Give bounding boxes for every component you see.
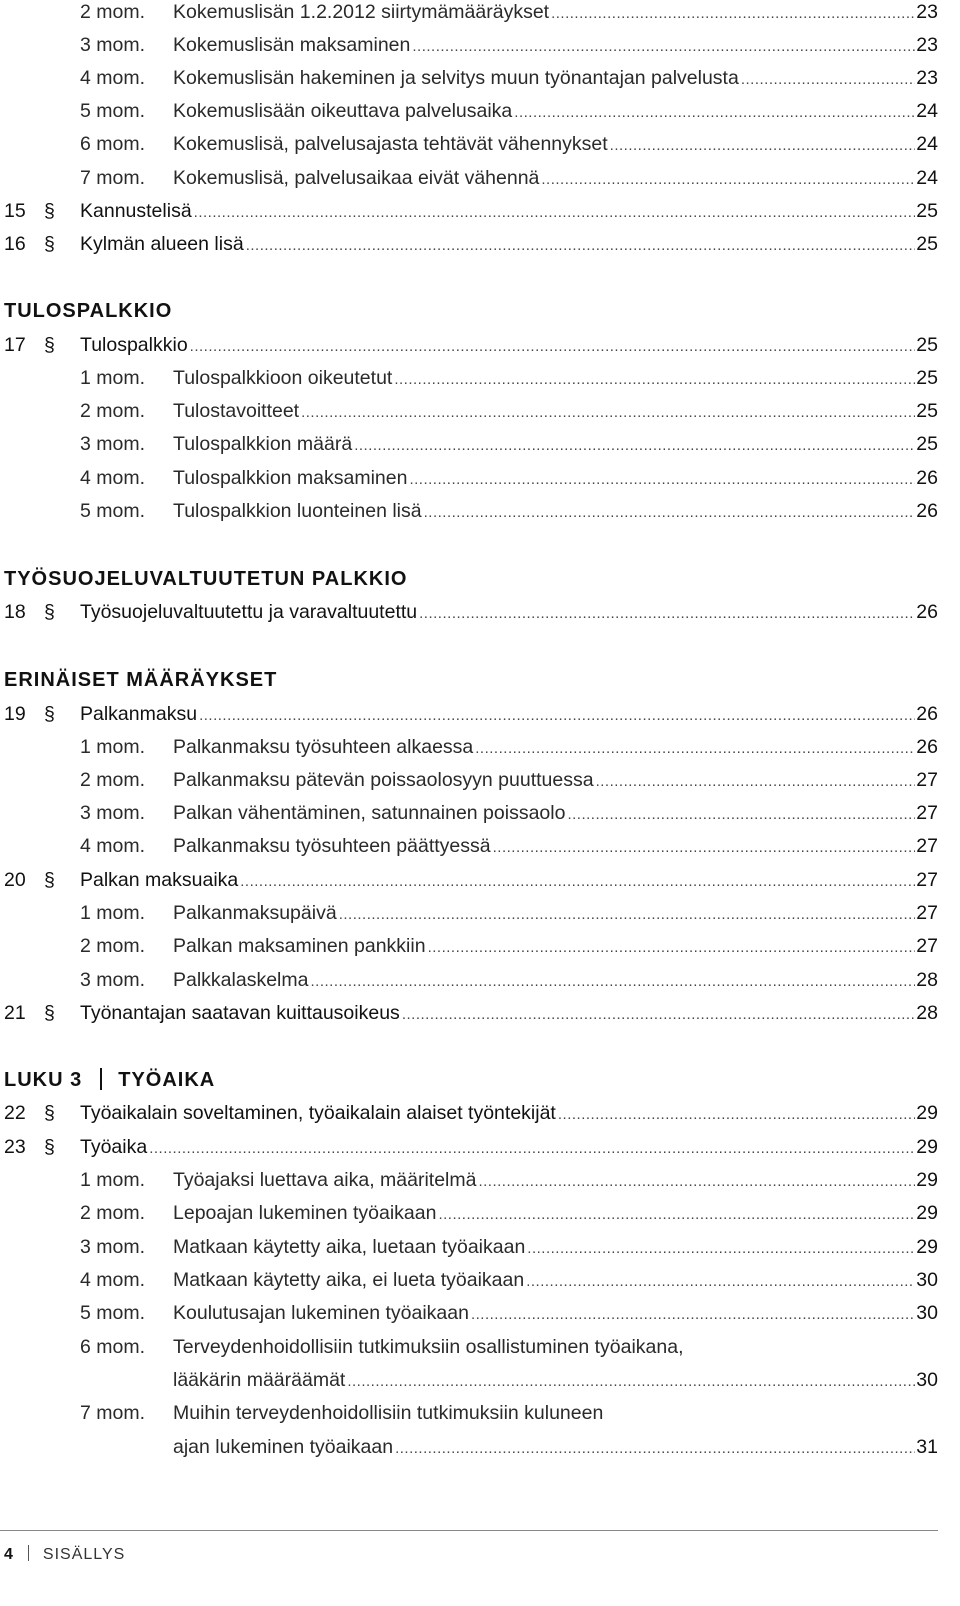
toc-entry-title-line — [80, 229, 938, 261]
moment-label: 5 mom. — [80, 500, 146, 522]
toc-entry-title-line — [173, 831, 938, 863]
toc-entry-title: Työajaksi luettava aika, määritelmä — [173, 1169, 477, 1191]
toc-entry-paragraph[interactable] — [0, 1098, 938, 1128]
dot-leader — [475, 734, 915, 764]
page-footer — [4, 1545, 125, 1564]
toc-entry-moment[interactable] — [0, 0, 938, 27]
toc-entry-paragraph[interactable] — [0, 597, 938, 627]
toc-entry-title-line — [173, 496, 938, 528]
toc-entry-title-line — [173, 1232, 938, 1264]
toc-page-number: 27 — [916, 869, 938, 891]
moment-label: 2 mom. — [80, 935, 146, 957]
moment-label: 3 mom. — [80, 802, 146, 824]
toc-entry-moment[interactable] — [0, 163, 938, 193]
section-sign: § — [44, 200, 55, 222]
toc-page-number: 30 — [916, 1302, 938, 1324]
moment-label: 2 mom. — [80, 400, 146, 422]
section-sign: § — [44, 1102, 55, 1124]
toc-entry-paragraph[interactable] — [0, 699, 938, 729]
toc-entry-title-line — [173, 1332, 938, 1362]
toc-entry-paragraph[interactable] — [0, 229, 938, 259]
toc-entry-title-line — [173, 931, 938, 963]
toc-entry-moment[interactable] — [0, 831, 938, 861]
toc-entry-title: Tulospalkkion luonteinen lisä — [173, 500, 422, 522]
dot-leader — [478, 1167, 915, 1197]
footer-page-number: 4 — [4, 1546, 14, 1563]
toc-entry-title: Palkan maksaminen pankkiin — [173, 935, 426, 957]
toc-entry-title: Kokemuslisä, palvelusajasta tehtävät vähennykset — [173, 133, 608, 155]
paragraph-number: 23 — [4, 1136, 26, 1158]
toc-entry-title-line — [173, 1298, 938, 1330]
toc-entry-title-line — [173, 798, 938, 830]
toc-entry-title-line — [173, 1265, 938, 1297]
toc-entry-moment[interactable] — [0, 965, 938, 995]
moment-label: 3 mom. — [80, 34, 146, 56]
toc-entry-title: Kokemuslisän 1.2.2012 siirtymämääräykset — [173, 1, 550, 23]
section-sign: § — [44, 703, 55, 725]
toc-entry-title-line — [80, 330, 938, 362]
dot-leader — [438, 1200, 915, 1230]
toc-entry-title-line — [80, 998, 938, 1030]
paragraph-number: 19 — [4, 703, 26, 725]
dot-leader — [412, 32, 915, 62]
toc-entry-title: Työsuojeluvaltuutettu ja varavaltuutettu — [80, 601, 418, 623]
toc-entry-title-line — [173, 765, 938, 797]
toc-entry-title: Palkanmaksupäivä — [173, 902, 337, 924]
toc-entry-title: Tulostavoitteet — [173, 400, 300, 422]
toc-page-number: 25 — [916, 433, 938, 455]
section-sign: § — [44, 601, 55, 623]
toc-page-number: 26 — [916, 500, 938, 522]
dot-leader — [394, 365, 915, 395]
toc-page-number: 26 — [916, 601, 938, 623]
paragraph-number: 21 — [4, 1002, 26, 1024]
toc-section-heading: ERINÄISET MÄÄRÄYKSET — [4, 669, 278, 691]
toc-page-number: 27 — [916, 835, 938, 857]
toc-entry-paragraph[interactable] — [0, 998, 938, 1028]
toc-page-number: 25 — [916, 200, 938, 222]
toc-entry-title: Työaikalain soveltaminen, työaikalain alaiset työntekijät — [80, 1102, 556, 1124]
chapter-separator — [100, 1068, 102, 1090]
moment-label: 2 mom. — [80, 1, 146, 23]
dot-leader — [527, 1234, 915, 1264]
toc-entry-title-line — [173, 429, 938, 461]
toc-entry-title-line — [173, 163, 938, 195]
dot-leader — [190, 332, 916, 362]
toc-page-number: 29 — [916, 1236, 938, 1258]
toc-page-number: 27 — [916, 802, 938, 824]
moment-label: 3 mom. — [80, 433, 146, 455]
dot-leader — [347, 1367, 915, 1397]
toc-entry-title: Tulospalkkioon oikeutetut — [173, 367, 393, 389]
moment-label: 3 mom. — [80, 1236, 146, 1258]
toc-entry-title: Palkanmaksu pätevän poissaolosyyn puuttuessa — [173, 769, 594, 791]
toc-entry-title: Matkaan käytetty aika, ei lueta työaikaan — [173, 1269, 525, 1291]
toc-page-number: 28 — [916, 1002, 938, 1024]
toc-entry-moment[interactable] — [0, 765, 938, 795]
toc-entry-title: Koulutusajan lukeminen työaikaan — [173, 1302, 469, 1324]
toc-entry-moment[interactable] — [0, 63, 938, 93]
toc-page-number: 23 — [916, 67, 938, 89]
toc-entry-title-line — [173, 732, 938, 764]
toc-page-number: 29 — [916, 1136, 938, 1158]
dot-leader — [339, 900, 916, 930]
toc-chapter-heading — [4, 1065, 215, 1095]
toc-entry-paragraph[interactable] — [0, 1132, 938, 1162]
moment-label: 3 mom. — [80, 969, 146, 991]
toc-page-number: 25 — [916, 400, 938, 422]
toc-entry-title-line — [173, 898, 938, 930]
toc-entry-moment[interactable] — [0, 463, 938, 493]
toc-entry-title-line — [173, 1198, 938, 1230]
dot-leader — [240, 867, 915, 897]
toc-entry-title: Kokemuslisän hakeminen ja selvitys muun työnantajan palvelusta — [173, 67, 739, 89]
toc-entry-title-line — [173, 63, 938, 95]
dot-leader — [567, 800, 915, 830]
toc-entry-moment[interactable] — [0, 363, 938, 393]
toc-entry-moment[interactable] — [0, 30, 938, 60]
toc-entry-title-line — [173, 463, 938, 495]
toc-page-number: 27 — [916, 935, 938, 957]
toc-entry-moment[interactable] — [0, 1265, 938, 1295]
moment-label: 4 mom. — [80, 467, 146, 489]
toc-entry-moment[interactable] — [0, 96, 938, 126]
paragraph-number: 18 — [4, 601, 26, 623]
toc-section-heading: TYÖSUOJELUVALTUUTETUN PALKKIO — [4, 568, 408, 590]
toc-entry-moment[interactable] — [0, 429, 938, 459]
moment-label: 1 mom. — [80, 367, 146, 389]
moment-label: 1 mom. — [80, 902, 146, 924]
toc-entry-moment[interactable] — [0, 129, 938, 159]
footer-separator — [28, 1545, 29, 1561]
toc-entry-paragraph[interactable] — [0, 196, 938, 226]
toc-entry-title: Palkan vähentäminen, satunnainen poissaolo — [173, 802, 566, 824]
toc-entry-title: Kylmän alueen lisä — [80, 233, 244, 255]
moment-label: 1 mom. — [80, 1169, 146, 1191]
toc-page-number: 30 — [916, 1269, 938, 1291]
toc-page-number: 25 — [916, 367, 938, 389]
moment-label: 5 mom. — [80, 100, 146, 122]
toc-entry-paragraph[interactable] — [0, 330, 938, 360]
chapter-title: TYÖAIKA — [118, 1069, 216, 1091]
dot-leader — [558, 1100, 915, 1130]
moment-label: 2 mom. — [80, 769, 146, 791]
toc-entry-title: Tulospalkkion maksaminen — [173, 467, 408, 489]
toc-entry-title: Lepoajan lukeminen työaikaan — [173, 1202, 437, 1224]
moment-label: 4 mom. — [80, 835, 146, 857]
toc-page-number: 25 — [916, 233, 938, 255]
toc-entry-title: ajan lukeminen työaikaan — [173, 1436, 394, 1458]
toc-entry-title-line — [173, 129, 938, 161]
footer-section-name: SISÄLLYS — [42, 1546, 126, 1563]
paragraph-number: 20 — [4, 869, 26, 891]
toc-page-number: 29 — [916, 1102, 938, 1124]
dot-leader — [149, 1134, 915, 1164]
toc-entry-title: Kokemuslisään oikeuttava palvelusaika — [173, 100, 513, 122]
toc-page-number: 29 — [916, 1202, 938, 1224]
dot-leader — [424, 498, 916, 528]
dot-leader — [246, 231, 916, 261]
toc-entry-title-line — [173, 965, 938, 997]
moment-label: 4 mom. — [80, 1269, 146, 1291]
toc-entry-title-line — [173, 1398, 938, 1428]
paragraph-number: 22 — [4, 1102, 26, 1124]
toc-entry-title-line — [173, 1165, 938, 1197]
dot-leader — [395, 1434, 915, 1464]
dot-leader — [551, 0, 915, 29]
moment-label: 6 mom. — [80, 1336, 146, 1358]
dot-leader — [354, 431, 915, 461]
toc-page-number: 27 — [916, 902, 938, 924]
toc-page-number: 24 — [916, 133, 938, 155]
toc-page-number: 23 — [916, 34, 938, 56]
toc-entry-moment[interactable] — [0, 1165, 938, 1195]
dot-leader — [471, 1300, 915, 1330]
dot-leader — [419, 599, 915, 629]
toc-entry-title: Terveydenhoidollisiin tutkimuksiin osallistuminen työaikana, — [173, 1336, 684, 1358]
moment-label: 2 mom. — [80, 1202, 146, 1224]
toc-section-heading: TULOSPALKKIO — [4, 300, 173, 322]
dot-leader — [541, 165, 915, 195]
toc-entry-title-line — [80, 196, 938, 228]
toc-entry-title: Palkanmaksu — [80, 703, 198, 725]
toc-entry-title-line — [173, 396, 938, 428]
toc-entry-title: Palkanmaksu työsuhteen päättyessä — [173, 835, 491, 857]
toc-entry-title-line — [173, 0, 938, 29]
toc-entry-title: Kannustelisä — [80, 200, 192, 222]
toc-entry-title: Palkan maksuaika — [80, 869, 239, 891]
toc-page-number: 29 — [916, 1169, 938, 1191]
dot-leader — [199, 701, 915, 731]
toc-entry-title: Tulospalkkio — [80, 334, 188, 356]
dot-leader — [409, 465, 915, 495]
dot-leader — [493, 833, 916, 863]
toc-entry-title-line — [80, 1132, 938, 1164]
toc-entry-moment[interactable] — [0, 1232, 938, 1262]
toc-entry-moment[interactable] — [0, 1398, 938, 1428]
toc-entry-title: lääkärin määräämät — [173, 1369, 346, 1391]
toc-entry-moment[interactable] — [0, 798, 938, 828]
toc-page-number: 28 — [916, 969, 938, 991]
toc-page-number: 26 — [916, 736, 938, 758]
toc-entry-moment[interactable] — [0, 1298, 938, 1328]
dot-leader — [610, 131, 916, 161]
toc-entry-moment[interactable] — [0, 732, 938, 762]
dot-leader — [596, 767, 916, 797]
toc-page-number: 24 — [916, 100, 938, 122]
moment-label: 7 mom. — [80, 167, 146, 189]
dot-leader — [310, 967, 915, 997]
toc-entry-title: Tulospalkkion määrä — [173, 433, 353, 455]
footer-divider — [0, 1530, 938, 1531]
toc-page-number: 25 — [916, 334, 938, 356]
toc-entry-title-line — [173, 96, 938, 128]
toc-page-number: 23 — [916, 1, 938, 23]
moment-label: 1 mom. — [80, 736, 146, 758]
toc-page-number: 27 — [916, 769, 938, 791]
toc-entry-title: Palkkalaskelma — [173, 969, 309, 991]
toc-entry-moment[interactable] — [0, 496, 938, 526]
toc-entry-moment[interactable] — [0, 898, 938, 928]
toc-entry-title: Muihin terveydenhoidollisiin tutkimuksiin kuluneen — [173, 1402, 604, 1424]
dot-leader — [428, 933, 916, 963]
toc-page-number: 26 — [916, 703, 938, 725]
dot-leader — [194, 198, 916, 228]
section-sign: § — [44, 1002, 55, 1024]
moment-label: 7 mom. — [80, 1402, 146, 1424]
toc-entry-title: Matkaan käytetty aika, luetaan työaikaan — [173, 1236, 526, 1258]
paragraph-number: 17 — [4, 334, 26, 356]
toc-entry-title-line — [173, 1432, 938, 1464]
dot-leader — [514, 98, 915, 128]
paragraph-number: 16 — [4, 233, 26, 255]
moment-label: 4 mom. — [80, 67, 146, 89]
section-sign: § — [44, 334, 55, 356]
toc-entry-title-line — [80, 1098, 938, 1130]
chapter-label: LUKU 3 — [4, 1069, 83, 1091]
toc-entry-moment[interactable] — [0, 396, 938, 426]
toc-entry-moment[interactable] — [0, 931, 938, 961]
section-sign: § — [44, 233, 55, 255]
paragraph-number: 15 — [4, 200, 26, 222]
toc-page-number: 30 — [916, 1369, 938, 1391]
toc-entry-title-line — [80, 865, 938, 897]
moment-label: 5 mom. — [80, 1302, 146, 1324]
dot-leader — [526, 1267, 915, 1297]
toc-entry-title-line — [80, 699, 938, 731]
toc-entry-title: Työaika — [80, 1136, 148, 1158]
dot-leader — [741, 65, 915, 95]
toc-entry-continuation[interactable] — [0, 1365, 938, 1395]
dot-leader — [402, 1000, 915, 1030]
toc-entry-title: Kokemuslisä, palvelusaikaa eivät vähennä — [173, 167, 540, 189]
toc-entry-continuation[interactable] — [0, 1432, 938, 1462]
toc-entry-title-line — [173, 1365, 938, 1397]
dot-leader — [301, 398, 915, 428]
toc-page-number: 24 — [916, 167, 938, 189]
section-sign: § — [44, 869, 55, 891]
toc-entry-title-line — [80, 597, 938, 629]
toc-entry-title: Palkanmaksu työsuhteen alkaessa — [173, 736, 474, 758]
toc-page-number: 31 — [916, 1436, 938, 1458]
toc-entry-title: Työnantajan saatavan kuittausoikeus — [80, 1002, 400, 1024]
toc-entry-moment[interactable] — [0, 1198, 938, 1228]
toc-entry-moment[interactable] — [0, 1332, 938, 1362]
toc-entry-title: Kokemuslisän maksaminen — [173, 34, 411, 56]
section-sign: § — [44, 1136, 55, 1158]
toc-entry-title-line — [173, 30, 938, 62]
toc-entry-title-line — [173, 363, 938, 395]
toc-page-number: 26 — [916, 467, 938, 489]
toc-entry-paragraph[interactable] — [0, 865, 938, 895]
moment-label: 6 mom. — [80, 133, 146, 155]
